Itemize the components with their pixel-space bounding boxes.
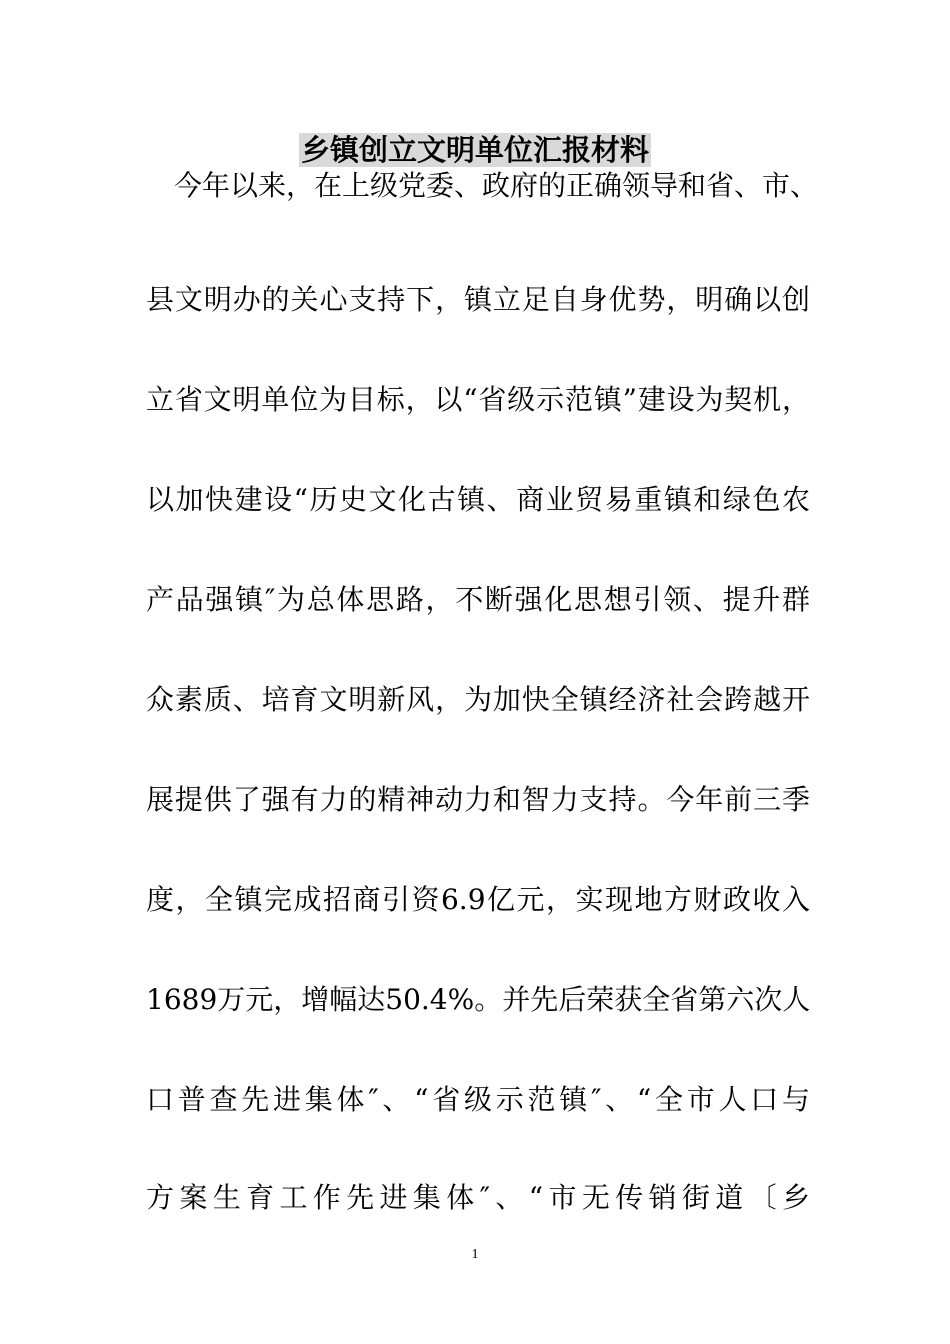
document-title-text: 乡镇创立文明单位汇报材料 [300, 133, 649, 167]
body-line-5: 产品强镇″为总体思路，不断强化思想引领、提升群 [146, 583, 810, 616]
body-line-7: 展提供了强有力的精神动力和智力支持。今年前三季 [146, 783, 810, 816]
page-number: 1 [471, 1247, 479, 1262]
body-line-6: 众素质、培育文明新风，为加快全镇经济社会跨越开 [146, 683, 810, 716]
body-line-11: 方案生育工作先进集体″、“市无传销街道〔乡 [146, 1181, 810, 1214]
body-line-8: 度，全镇完成招商引资6.9亿元，实现地方财政收入 [146, 883, 810, 916]
document-title [0, 130, 950, 170]
body-line-4: 以加快建设“历史文化古镇、商业贸易重镇和绿色农 [146, 483, 810, 516]
body-line-3: 立省文明单位为目标，以“省级示范镇”建设为契机， [146, 383, 810, 416]
body-line-2: 县文明办的关心支持下，镇立足自身优势，明确以创 [146, 283, 810, 316]
body-line-9: 1689万元，增幅达50.4%。并先后荣获全省第六次人 [146, 983, 811, 1016]
body-line-1: 今年以来，在上级党委、政府的正确领导和省、市、 [174, 169, 819, 202]
body-line-10: 口普查先进集体″、“省级示范镇″、“全市人口与 [146, 1083, 810, 1116]
